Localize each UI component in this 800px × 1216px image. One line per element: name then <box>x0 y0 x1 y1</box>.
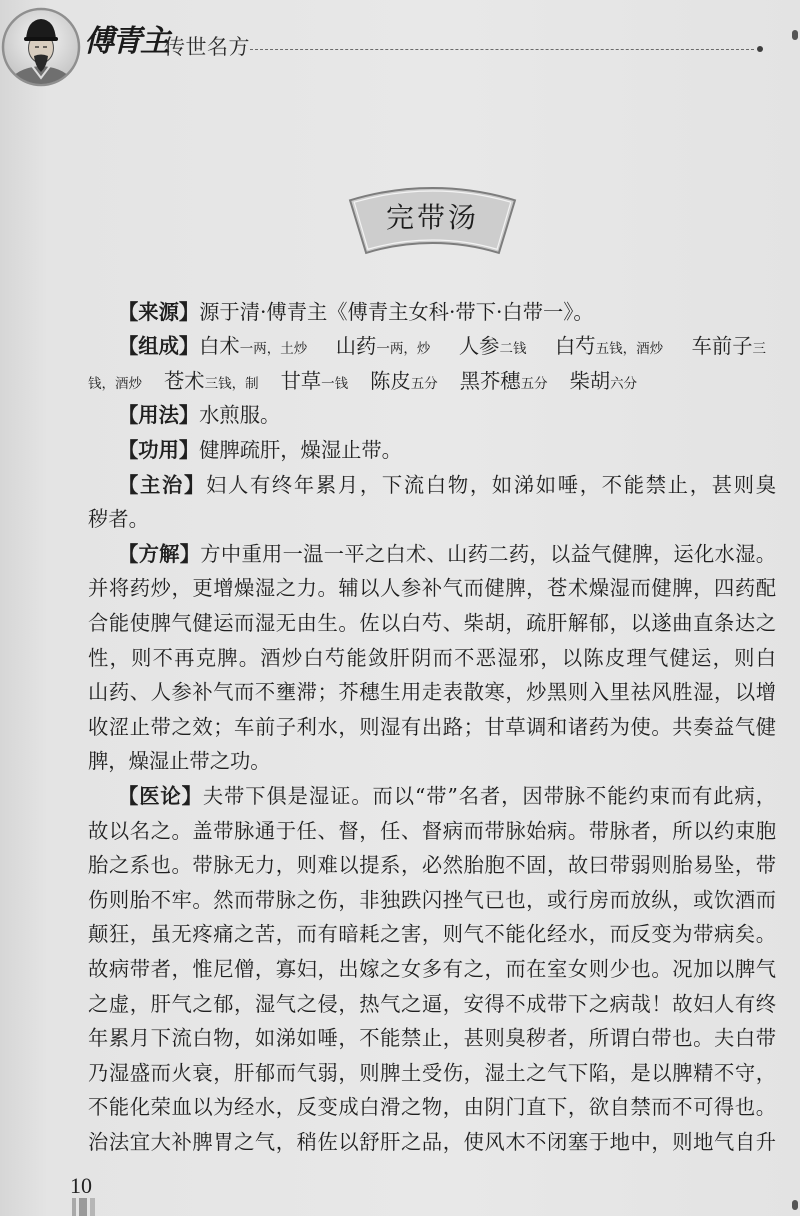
formula-analysis-line: 脾，燥湿止带之功。 <box>88 749 271 774</box>
herb-name: 黑芥穗 <box>459 368 521 393</box>
composition-line <box>88 364 776 399</box>
herb-dose: 一两，土炒 <box>239 341 308 358</box>
formula-analysis-label: 【方解】 <box>118 541 201 566</box>
function-line <box>88 433 776 468</box>
author-calligraphy-name: 傅青主 <box>84 24 168 59</box>
discussion-line: 故病带者，惟尼僧，寡妇，出嫁之女多有之，而在室女则少也。况加以脾气 <box>88 956 776 981</box>
usage-label: 【用法】 <box>118 403 200 428</box>
page-number: 10 <box>70 1173 92 1198</box>
formula-analysis-line: 合能使脾气健运而湿无由生。佐以白芍、柴胡，疏肝解郁，以遂曲直条达之 <box>88 611 776 636</box>
discussion-label: 【医论】 <box>118 784 203 808</box>
header-rule <box>250 49 754 50</box>
formula-analysis-line: 山药、人参补气而不壅滞；芥穗生用走表散寒，炒黑则入里祛风胜湿，以增 <box>88 680 776 705</box>
discussion-line: 颠狂，虽无疼痛之苦，而有暗耗之害，则气不能化经水，而反变为带病矣。 <box>88 922 776 947</box>
herb-dose: 五分 <box>410 375 438 392</box>
formula-analysis-line: 收涩止带之效；车前子利水，则湿有出路；甘草调和诸药为使。共奏益气健 <box>88 714 776 739</box>
herb-name: 白芍 <box>555 334 596 359</box>
ingredient <box>460 364 548 399</box>
herb-name: 苍术 <box>164 368 205 393</box>
indications-text: 妇人有终年累月，下流白物，如涕如唾，不能禁止，甚则臭 <box>205 472 776 497</box>
function-label: 【功用】 <box>118 438 200 463</box>
herb-dose: 五分 <box>520 375 548 392</box>
herb-dose: 一两，炒 <box>376 341 431 358</box>
ingredient <box>570 364 638 399</box>
herb-name: 白术 <box>199 334 240 359</box>
formula-analysis-line <box>88 537 776 572</box>
ingredient <box>281 364 349 399</box>
herb-dose: 五钱，酒炒 <box>595 341 664 358</box>
indications-line <box>88 468 776 503</box>
formula-analysis-line: 并将药炒，更增燥湿之力。辅以人参补气而健脾，苍术燥湿而健脾，四药配 <box>88 576 776 601</box>
discussion-line: 伤则胎不牢。然而带脉之伤，非独跌闪挫气已也，或行房而放纵，或饮酒而 <box>88 887 776 912</box>
herb-name: 甘草 <box>280 368 322 393</box>
ingredient <box>336 329 431 364</box>
discussion-line: 乃湿盛而火衰，肝郁而气弱，则脾土受伤，湿土之气下陷，是以脾精不守， <box>88 1060 776 1085</box>
source-label: 【来源】 <box>118 299 200 324</box>
herb-name: 人参 <box>458 334 500 359</box>
herb-dose: 一钱 <box>321 375 349 392</box>
author-portrait-icon <box>0 6 82 88</box>
herb-dose: 六分 <box>610 375 638 392</box>
ingredient <box>692 329 766 364</box>
formula-analysis-text: 方中重用一温一平之白术、山药二药，以益气健脾，运化水湿。 <box>200 541 776 566</box>
discussion-line: 之虚，肝气之郁，湿气之侵，热气之逼，安得不成带下之病哉！故妇人有终 <box>88 991 776 1016</box>
scan-spot <box>792 1200 798 1210</box>
herb-name: 山药 <box>335 334 377 359</box>
discussion-line: 故以名之。盖带脉通于任、督，任、督病而带脉始病。带脉者，所以约束胞 <box>88 818 776 843</box>
indications-label: 【主治】 <box>118 472 206 497</box>
indications-line: 秽者。 <box>88 507 149 532</box>
herb-name: 柴胡 <box>569 368 611 393</box>
ingredient <box>459 329 527 364</box>
body-text <box>88 295 776 1160</box>
discussion-text: 夫带下俱是湿证。而以“带”名者，因带脉不能约束而有此病， <box>202 784 776 808</box>
herb-name: 车前子 <box>691 334 753 359</box>
formula-analysis-line: 性，则不再克脾。酒炒白芍能敛肝阴而不恶湿邪，以陈皮理气健运，则白 <box>88 645 776 670</box>
page-edge-marks <box>70 1198 100 1216</box>
discussion-line: 胎之系也。带脉无力，则难以提系，必然胎胞不固，故曰带弱则胎易坠，带 <box>88 853 776 878</box>
source-line <box>88 295 776 330</box>
ingredient <box>370 364 438 399</box>
source-text: 源于清·傅青主《傅青主女科·带下·白带一》。 <box>199 299 594 324</box>
herb-dose: 二钱 <box>499 341 527 358</box>
discussion-line: 不能化荣血以为经水，反变成白滑之物，由阴门直下，欲自禁而不可得也。 <box>88 1095 776 1120</box>
herb-dose: 三钱，制 <box>204 375 259 392</box>
herb-dose: 三 <box>752 341 766 358</box>
series-title: 传世名方 <box>164 35 250 59</box>
herb-dose: 钱，酒炒 <box>88 375 142 392</box>
function-text: 健脾疏肝，燥湿止带。 <box>199 438 402 463</box>
herb-name: 陈皮 <box>370 368 411 393</box>
usage-line <box>88 398 776 433</box>
discussion-line: 年累月下流白物，如涕如唾，不能禁止，甚则臭秽者，所谓白带也。夫白带 <box>88 1026 776 1051</box>
header-rule-dot <box>757 46 763 52</box>
composition-label: 【组成】 <box>118 334 200 359</box>
scan-spot <box>792 30 798 40</box>
section-title: 完带汤 <box>385 201 479 234</box>
ingredient <box>164 364 259 399</box>
ingredient <box>118 329 307 364</box>
ingredient <box>555 329 663 364</box>
discussion-line <box>88 779 776 814</box>
composition-line <box>88 329 776 364</box>
usage-text: 水煎服。 <box>199 403 281 428</box>
discussion-line: 治法宜大补脾胃之气，稍佐以舒肝之品，使风木不闭塞于地中，则地气自升 <box>88 1129 776 1154</box>
